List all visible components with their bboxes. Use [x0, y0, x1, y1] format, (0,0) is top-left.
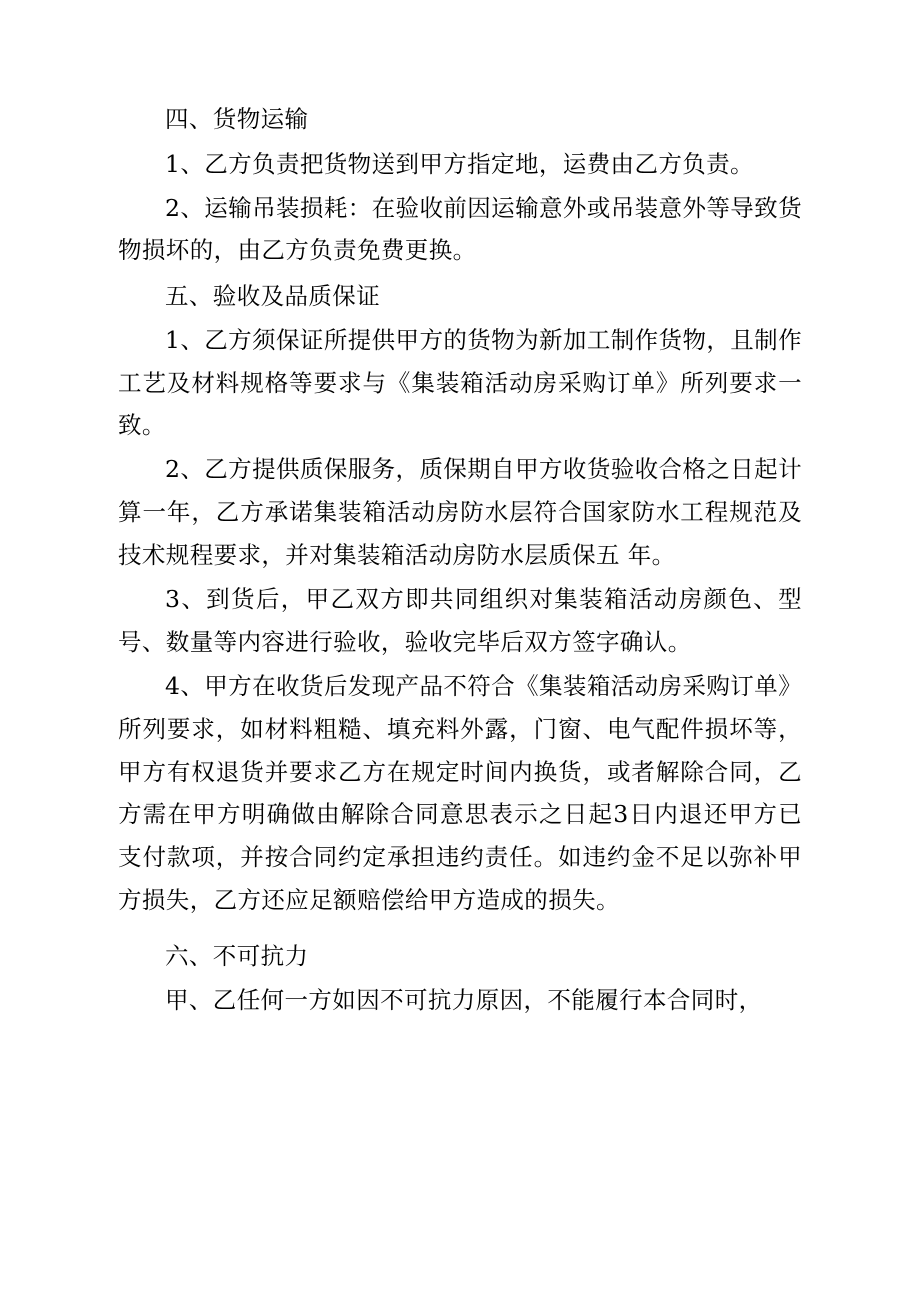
document-body	[118, 98, 802, 1021]
section-6-item-1: 甲、乙任何一方如因不可抗力原因，不能履行本合同时，	[165, 985, 763, 1014]
section-4-heading: 四、货物运输	[165, 105, 309, 134]
section-5-item-2: 2、乙方提供质保服务，质保期自甲方收货验收合格之日起计算一年，乙方承诺集装箱活动房防水层符合国家防水工程规范及技术规程要求，并对集装箱活动房防水层质保五 年。	[118, 455, 802, 569]
section-4-item-2: 2、运输吊装损耗：在验收前因运输意外或吊装意外等导致货物损坏的，由乙方负责免费更换。	[118, 193, 802, 265]
section-4-item-1: 1、乙方负责把货物送到甲方指定地，运费由乙方负责。	[165, 149, 754, 178]
section-5-heading: 五、验收及品质保证	[165, 281, 381, 310]
section-6-heading: 六、不可抗力	[165, 941, 309, 970]
section-5-item-1: 1、乙方须保证所提供甲方的货物为新加工制作货物，且制作工艺及材料规格等要求与《集装箱活动房采购订单》所列要求一致。	[118, 325, 802, 440]
section-5-item-4: 4、甲方在收货后发现产品不符合《集装箱活动房采购订单》所列要求，如材料粗糙、填充料外露，门窗、电气配件损坏等，甲方有权退货并要求乙方在规定时间内换货，或者解除合同，乙方需在甲方明确做由解除合同意思表示之日起3日内退还甲方已支付款项，并按合同约定承担违约责任。如违约金不足以弥补甲方损失，乙方还应足额赔偿给甲方造成的损失。	[118, 672, 802, 914]
section-5-item-3: 3、到货后，甲乙双方即共同组织对集装箱活动房颜色、型号、数量等内容进行验收，验收完毕后双方签字确认。	[118, 585, 802, 656]
